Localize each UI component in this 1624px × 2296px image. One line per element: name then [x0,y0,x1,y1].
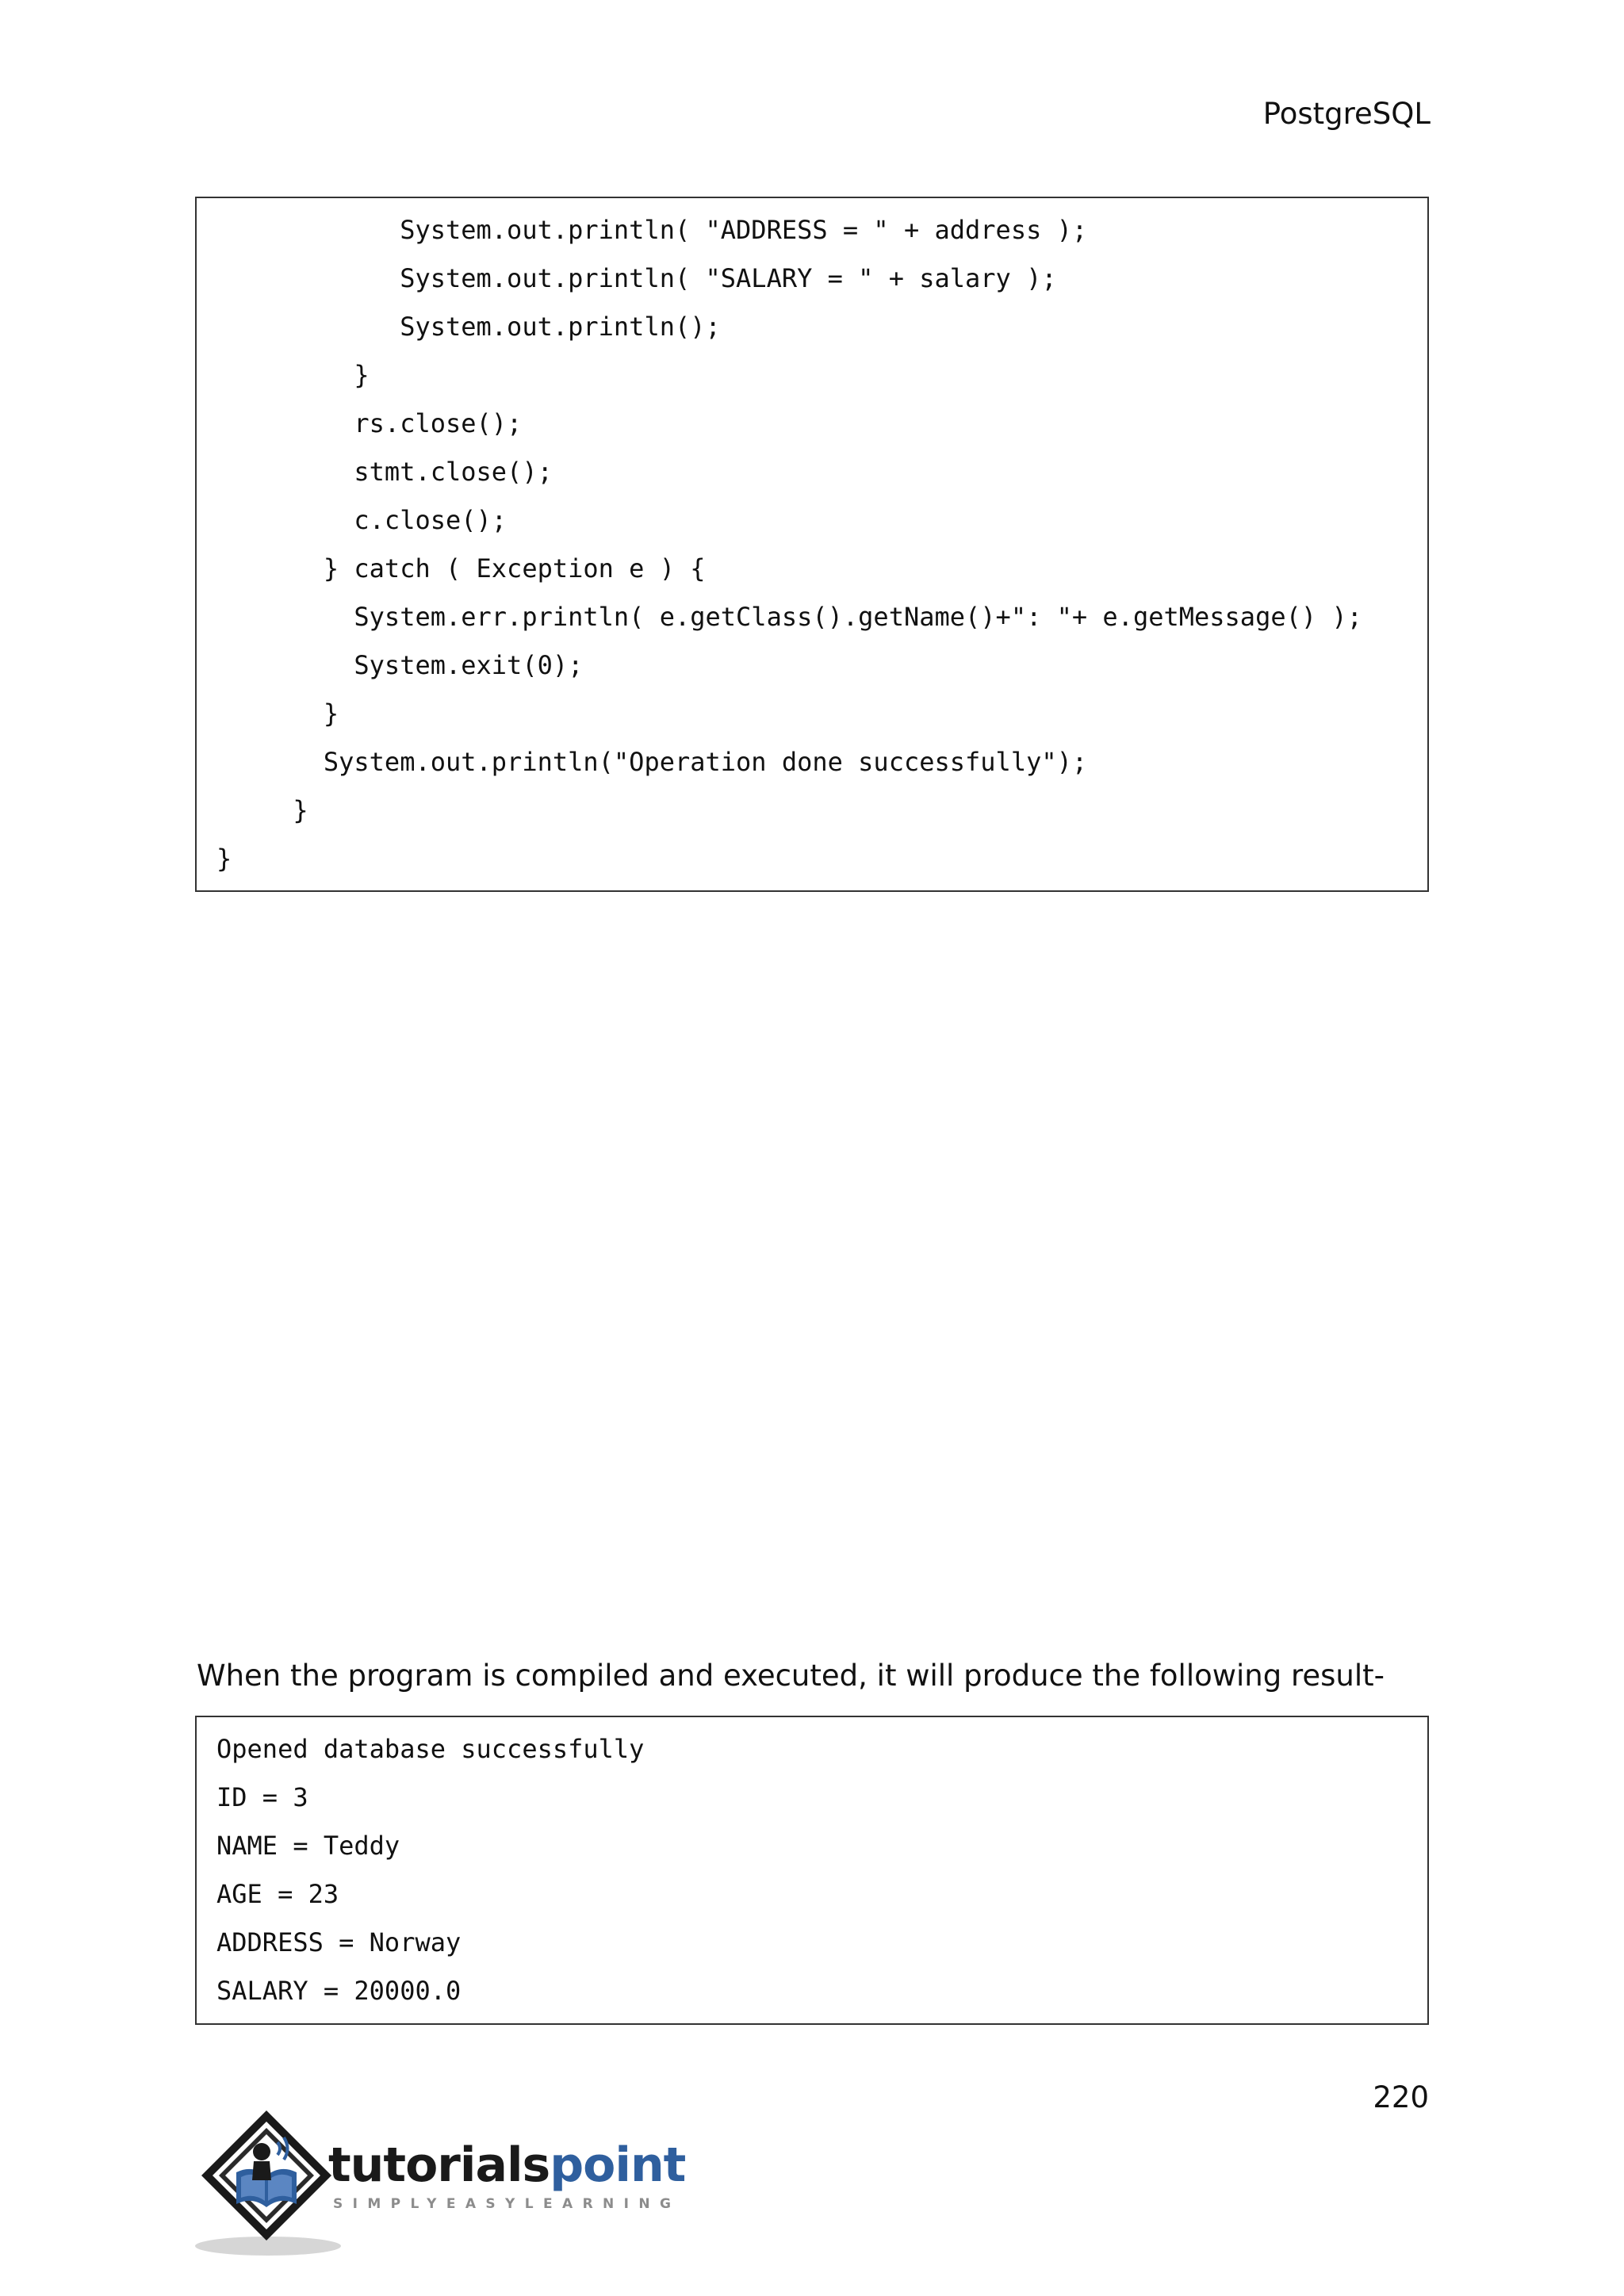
code-line: System.out.println( "SALARY = " + salary ); [216,263,1057,293]
code-line: c.close(); [216,505,508,535]
code-line: } catch ( Exception e ) { [216,553,706,584]
logo-wordmark [328,2139,685,2191]
intro-paragraph: When the program is compiled and executed, it will produce the following result- [197,1659,1385,1693]
logo-name [328,2137,685,2193]
code-line: System.exit(0); [216,650,584,680]
open-book-reader-icon [201,2110,331,2241]
code-line: System.out.println( "ADDRESS = " + address ); [216,215,1088,245]
output-line: SALARY = 20000.0 [216,1976,462,2006]
code-line: System.out.println(); [216,312,721,342]
logo-tagline: SIMPLYEASYLEARNING [333,2196,681,2212]
output-line: AGE = 23 [216,1879,339,1909]
page-number: 220 [1373,2080,1429,2114]
logo-shadow [195,2237,341,2256]
header-title: PostgreSQL [1262,97,1431,131]
code-line: System.err.println( e.getClass().getName()+": "+ e.getMessage() ); [216,602,1362,632]
code-block-output [195,1716,1429,2025]
code-line: } [216,795,308,825]
code-line: } [216,844,232,874]
logo-name-part: point [550,2137,686,2193]
code-line: System.out.println("Operation done successfully"); [216,747,1088,777]
tutorialspoint-logo [195,2107,686,2258]
logo-name-part: tutorials [328,2137,550,2193]
code-line: rs.close(); [216,408,523,438]
code-line: stmt.close(); [216,457,553,487]
output-line: NAME = Teddy [216,1831,400,1861]
code-line: } [216,360,370,390]
output-line: ADDRESS = Norway [216,1927,462,1957]
output-line: Opened database successfully [216,1734,645,1764]
output-line: ID = 3 [216,1782,308,1812]
code-block-source [195,197,1429,892]
code-line: } [216,698,339,729]
